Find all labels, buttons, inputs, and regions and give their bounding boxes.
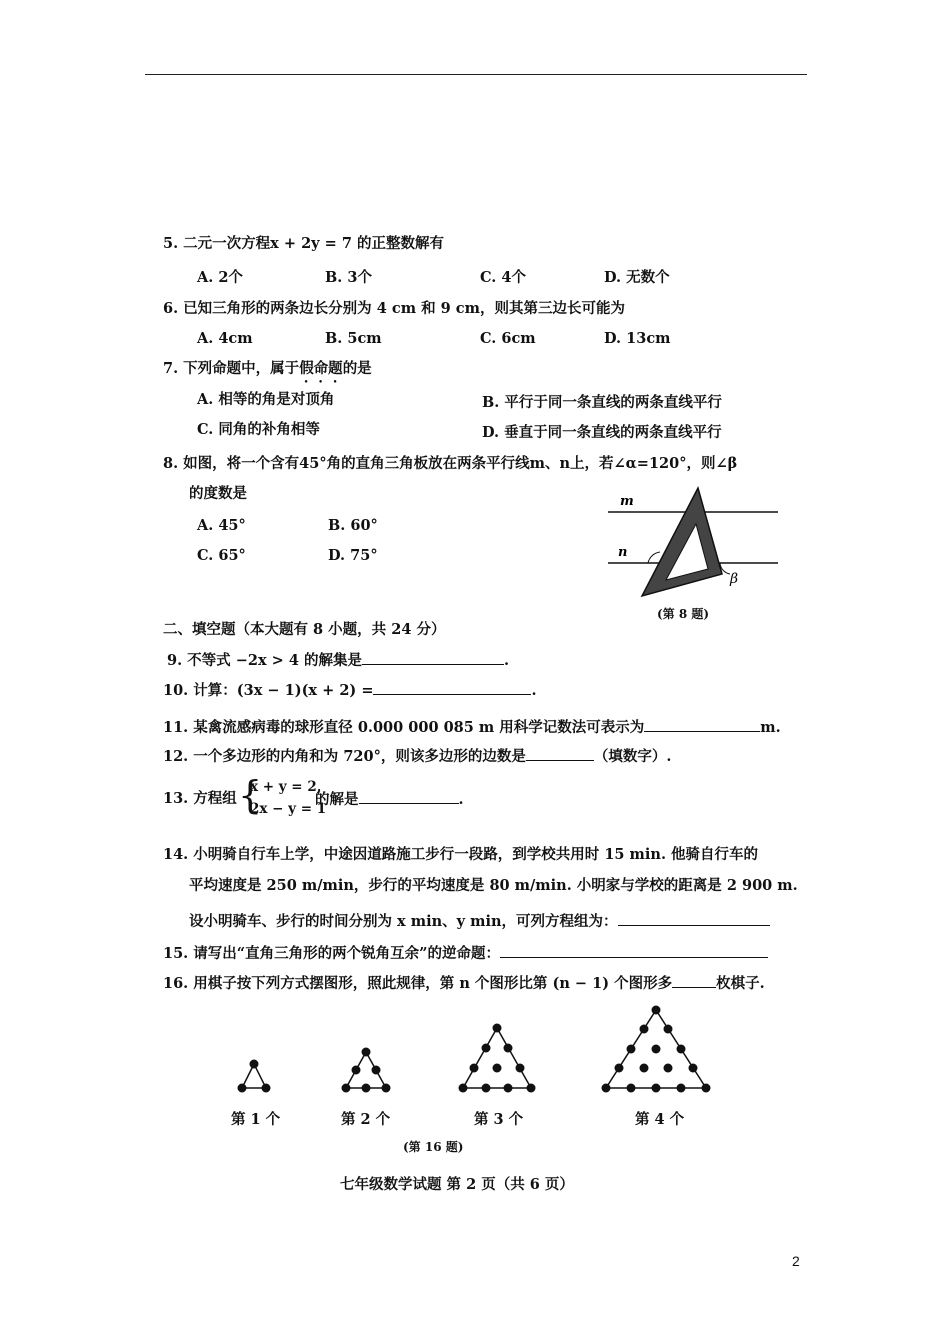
question-10: 10. 计算：(3x − 1)(x + 2) = . [163, 682, 537, 699]
q13-answer-blank[interactable] [359, 789, 459, 804]
q13-brace: { [238, 773, 263, 817]
q12-suffix: （填数字）. [593, 748, 672, 765]
q11-text: 11. 某禽流感病毒的球形直径 0.000 000 085 m 用科学记数法可表示为 [163, 719, 645, 736]
q8-option-c: C. 65° [197, 547, 246, 564]
pattern-label-1: 第 1 个 [231, 1111, 281, 1128]
question-16 [163, 973, 765, 994]
q14-answer-blank[interactable] [618, 911, 770, 926]
pattern-label-3: 第 3 个 [474, 1111, 524, 1128]
q13-suffix: 的解是 [315, 791, 359, 808]
pattern-1 [238, 1060, 271, 1093]
question-14-line3 [189, 911, 770, 932]
pattern-4 [602, 1006, 711, 1093]
q7-option-a: A. 相等的角是对顶角 [197, 391, 335, 408]
question-13-tail: 的解是 . [315, 791, 464, 808]
q15-text: 15. 请写出“直角三角形的两个锐角互余”的逆命题： [163, 945, 500, 962]
q6-option-b: B. 5cm [325, 330, 382, 347]
question-7 [163, 359, 372, 386]
q5-option-c: C. 4个 [480, 269, 526, 286]
question-14-line2: 平均速度是 250 m/min，步行的平均速度是 80 m/min. 小明家与学校的距离是 2 900 m. [189, 877, 798, 894]
pattern-3 [459, 1024, 536, 1093]
pattern-label-2: 第 2 个 [341, 1111, 391, 1128]
q13-equation-1: x + y = 2, [250, 779, 322, 795]
section-2-heading: 二、填空题（本大题有 8 小题，共 24 分） [163, 621, 446, 638]
q8-caption: (第 8 题) [657, 607, 710, 621]
q13-equation-2: 2x − y = 1 [250, 801, 327, 817]
q10-text: 10. 计算：(3x − 1)(x + 2) = [163, 682, 374, 699]
q7-option-c: C. 同角的补角相等 [197, 421, 320, 438]
question-12 [163, 746, 671, 767]
q12-text: 12. 一个多边形的内角和为 720°，则该多边形的边数是 [163, 748, 526, 765]
q16-suffix: 枚棋子. [716, 975, 765, 992]
q7-emphasis: 假命题 [299, 360, 343, 377]
pattern-label-4: 第 4 个 [635, 1111, 685, 1128]
page-footer: 七年级数学试题 第 2 页（共 6 页） [340, 1176, 574, 1193]
q8-option-a: A. 45° [197, 517, 246, 534]
q7-suffix: 的是 [342, 360, 372, 377]
angle-alpha-arc [648, 552, 660, 563]
q8-option-d: D. 75° [328, 547, 378, 564]
q6-option-a: A. 4cm [197, 330, 253, 347]
q11-answer-blank[interactable] [644, 717, 760, 732]
question-9: 9. 不等式 −2x > 4 的解集是 . [167, 652, 510, 669]
label-m: m [620, 494, 634, 509]
question-8-line2: 的度数是 [189, 485, 247, 502]
question-14-line1: 14. 小明骑自行车上学，中途因道路施工步行一段路，到学校共用时 15 min. 他骑自行车的 [163, 846, 759, 863]
q5-option-b: B. 3个 [325, 269, 372, 286]
q10-answer-blank[interactable] [373, 680, 531, 695]
label-beta: β [730, 571, 739, 587]
q16-answer-blank[interactable] [672, 973, 716, 988]
question-5: 5. 二元一次方程x + 2y = 7 的正整数解有 [163, 235, 444, 252]
question-8-line1: 8. 如图，将一个含有45°角的直角三角板放在两条平行线m、n上，若∠α=120°，则∠β [163, 455, 738, 472]
q5-option-d: D. 无数个 [604, 269, 670, 286]
q11-unit: m. [760, 719, 781, 736]
label-n: n [618, 545, 628, 560]
q12-answer-blank[interactable] [526, 746, 594, 761]
question-6: 6. 已知三角形的两条边长分别为 4 cm 和 9 cm，则其第三边长可能为 [163, 300, 625, 317]
q9-text: 9. 不等式 −2x > 4 的解集是 [167, 652, 362, 669]
q8-option-b: B. 60° [328, 517, 378, 534]
header-rule [145, 74, 807, 75]
q7-prefix: 7. 下列命题中，属于 [163, 360, 300, 377]
q8-figure [600, 486, 780, 606]
q15-answer-blank[interactable] [500, 943, 768, 958]
q9-answer-blank[interactable] [362, 650, 504, 665]
triangle-ruler [642, 488, 722, 596]
question-11 [163, 717, 781, 738]
q14-text: 设小明骑车、步行的时间分别为 x min、y min，可列方程组为： [189, 913, 618, 930]
page-number: 2 [792, 1253, 800, 1269]
q16-figure [220, 1000, 740, 1100]
pattern-2 [342, 1048, 391, 1093]
q6-option-d: D. 13cm [604, 330, 671, 347]
question-13-prefix: 13. 方程组 [163, 790, 237, 807]
q5-option-a: A. 2个 [197, 269, 243, 286]
q7-option-d: D. 垂直于同一条直线的两条直线平行 [482, 424, 722, 441]
q7-option-b: B. 平行于同一条直线的两条直线平行 [482, 394, 722, 411]
q16-text: 16. 用棋子按下列方式摆图形，照此规律，第 n 个图形比第 (n − 1) 个图形多 [163, 975, 673, 992]
question-15 [163, 943, 768, 964]
q16-caption: (第 16 题) [403, 1140, 464, 1154]
q6-option-c: C. 6cm [480, 330, 536, 347]
